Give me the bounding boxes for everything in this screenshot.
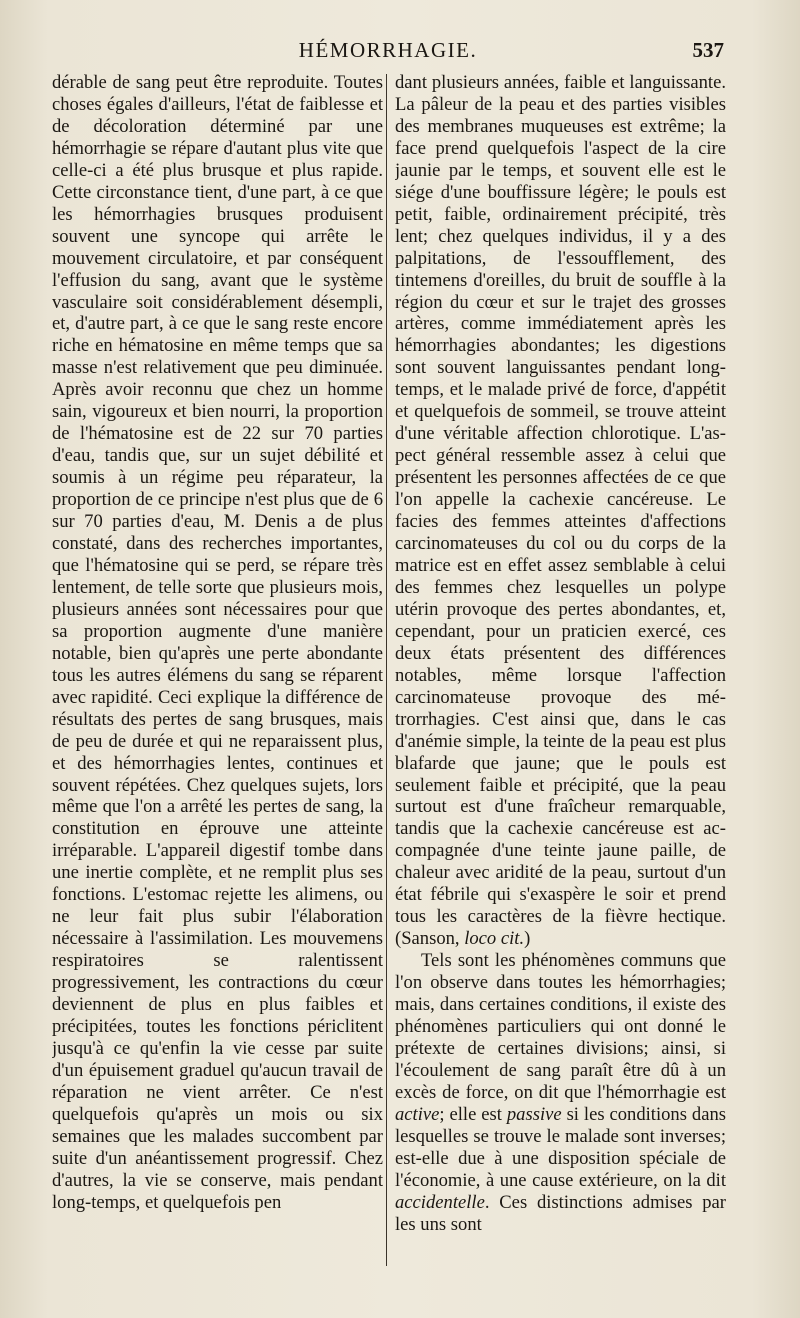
p2-text-c: si les conditions dans lesquelles se trouve le malade sont inverses; est-elle due à une disposition spéciale de l'économie, à une cause extérieure, on la dit xyxy=(395,1103,726,1191)
citation-italic: loco cit. xyxy=(464,928,525,950)
p2-text-d: . Ces distinctions admises par les uns sont xyxy=(395,1191,726,1235)
column-divider xyxy=(386,74,387,1266)
citation-close: ) xyxy=(524,928,531,950)
term-active: active xyxy=(395,1103,440,1125)
running-title: HÉMORRHAGIE. xyxy=(298,38,478,62)
term-passive: passive xyxy=(506,1103,562,1125)
p2-text-a: Tels sont les phénomènes communs que l'on observe dans toutes les hémorrhagies; mais, dans certaines conditions, il existe des phénomènes particuliers qui ont donné le prétexte de certaines divisions; ainsi, si l'écoulement de sang paraît être dû à un excès de force, on dit que l'hémorrhagie est xyxy=(395,950,726,1103)
right-paragraph-2 xyxy=(395,950,726,1235)
left-paragraph: dérable de sang peut être reproduite. Toutes choses égales d'ailleurs, l'état de faiblesse et de décoloration déterminé par une hémorrhagie se répare d'autant plus vite que celle-ci a été plus brusque et plus rapide. Cette circonstance tient, d'une part, à ce que les hémorrhagies brusques produisent souvent une syncope qui arrête le mouvement circulatoire, et par conséquent l'effusion du sang, avant que le système vasculaire soit considérablement désempli, et, d'autre part, à ce que le sang reste encore riche en hématosine en même temps que sa masse n'est relativement que peu diminuée. Après avoir reconnu que chez un homme sain, vigoureux et bien nourri, la proportion de l'hématosine est de 22 sur 70 parties d'eau, tandis que, sur un sujet débilité et soumis à un régime peu réparateur, la proportion de ce principe n'est plus que de 6 sur 70 parties d'eau, M. Denis a de plus constaté, dans des recherches importantes, que l'hématosine qui se perd, se répare très lentement, de telle sorte que plusieurs mois, plusieurs années sont nécessaires pour que sa proportion augmente d'une manière notable, bien qu'après une perte abondante tous les autres élémens du sang se réparent avec rapidité. Ceci explique la différence de résultats des pertes de sang brusques, mais de peu de durée et qui ne reparaissent plus, et des hémorrhagies lentes, continues et souvent répétées. Chez quelques sujets, lors même que l'on a arrêté les pertes de sang, la constitution en éprouve une atteinte irréparable. L'appareil digestif tombe dans une inertie complète, et ne remplit plus ses fonctions. L'estomac rejette les alimens, ou ne leur fait plus subir l'élaboration nécessaire à l'assimilation. Les mouvemens respiratoires se ralentissent progressivement, les contractions du cœur deviennent de plus en plus faibles et précipitées, toutes les fonctions périclitent jusqu'à ce qu'enfin la vie cesse par suite d'un épuisement graduel qu'aucun travail de réparation ne vient arrêter. Ce n'est quelquefois qu'après un mois ou six semaines que les malades succombent par suite d'un anéantissement progressif. Chez d'autres, la vie se conserve, mais pendant long-temps, et quelquefois pen xyxy=(52,72,383,1213)
p2-text-b: ; elle est xyxy=(439,1103,507,1125)
term-accidentelle: accidentelle xyxy=(395,1191,485,1213)
right-paragraph-1-text: dant plusieurs années, faible et languissante. La pâleur de la peau et des parties visibles des membranes muqueuses est extrême; la face prend quelquefois l'aspect de la cire jaunie par le temps, et souvent elle est le siége d'une bouffissure légère; le pouls est petit, faible, ordinairement précipité, très lent; chez quelques individus, il y a des palpitations, de l'essoufflement, des tintemens d'oreilles, du bruit de souffle à la région du cœur et sur le trajet des grosses artères, comme immédiatement après les hémorrhagies abondantes; les digestions sont souvent languissantes pendant long-temps, et le malade privé de force, d'appétit et quelquefois de sommeil, se trouve atteint d'une véritable affection chlorotique. L'aspect général ressemble assez à celui que présentent les personnes affectées de ce que l'on appelle la cachexie cancéreuse. Le facies des femmes atteintes d'affections carcinomateuses du col ou du corps de la matrice est en effet assez semblable à celui des femmes chez lesquelles un polype utérin provoque des pertes abondantes, et, cependant, pour un praticien exercé, ces deux états présentent des différences notables, même lorsque l'affection carcinomateuse provoque des métrorrhagies. C'est ainsi que, dans le cas d'anémie simple, la teinte de la peau est plus blafarde que jaune; que le pouls est seulement faible et précipité, que la peau surtout est d'une fraîcheur remarquable, tandis que la cachexie cancéreuse est accompagnée d'une teinte jaune paille, de chaleur avec aridité de la peau, surtout d'un état fébrile qui s'exaspère le soir et prend tous les caractères de la fièvre hectique. (Sanson, xyxy=(395,72,726,950)
right-paragraph-1 xyxy=(395,72,726,950)
right-column xyxy=(395,72,726,1267)
left-column xyxy=(52,72,383,1267)
page-number: 537 xyxy=(692,38,724,62)
page-header xyxy=(52,38,724,68)
